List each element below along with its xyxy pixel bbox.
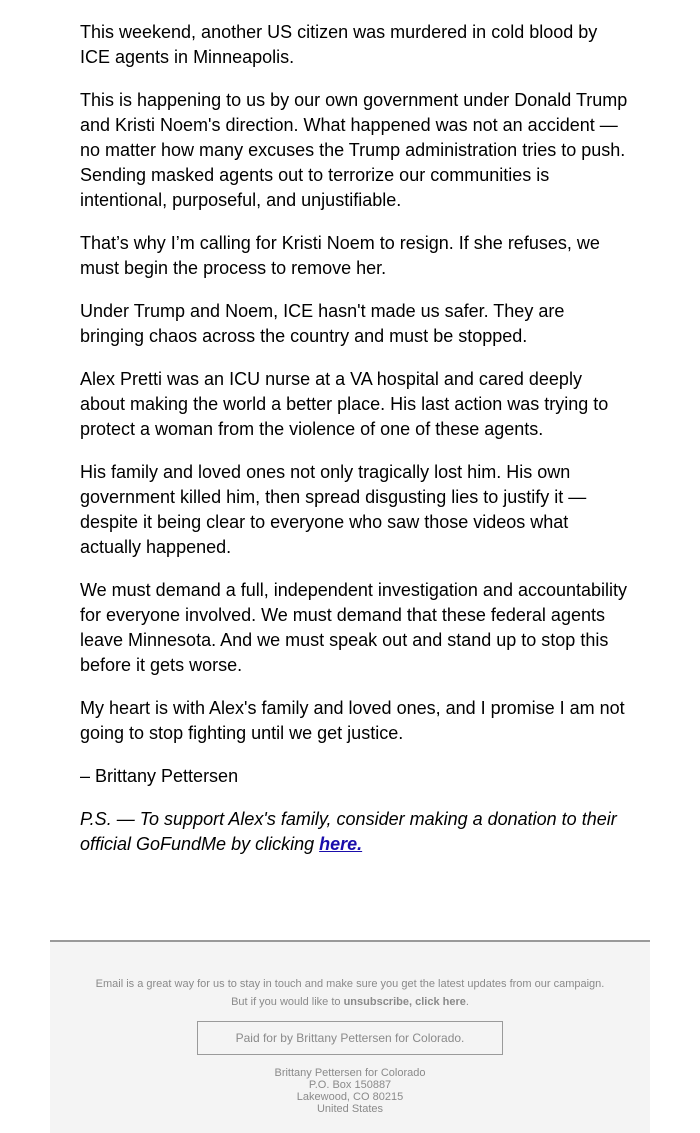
unsubscribe-suffix: . <box>465 996 469 1008</box>
paragraph: This is happening to us by our own government under Donald Trump and Kristi Noem's direction. What happened was not an accident — no matter how many excuses the Trump administration tries to push. Sending masked agents out to terrorize our communities is intentional, purposeful, and unjustifiable. <box>80 90 628 210</box>
paragraph: My heart is with Alex's family and loved ones, and I promise I am not going to stop fighting until we get justice. <box>80 698 625 743</box>
unsubscribe-link[interactable]: unsubscribe, click here <box>343 996 466 1008</box>
footer-note-line <box>50 993 650 1011</box>
address-line: Brittany Pettersen for Colorado <box>274 1067 426 1079</box>
email-footer <box>50 940 650 1133</box>
paragraph: His family and loved ones not only tragically lost him. His own government killed him, then spread disgusting lies to justify it — despite it being clear to everyone who saw those videos what actually happened. <box>80 462 587 557</box>
paragraph: This weekend, another US citizen was murdered in cold blood by ICE agents in Minneapolis. <box>80 22 598 67</box>
paragraph: Under Trump and Noem, ICE hasn't made us safer. They are bringing chaos across the country and must be stopped. <box>80 301 565 346</box>
footer-note <box>50 975 650 1011</box>
mailing-address <box>50 1067 650 1115</box>
paragraph: That’s why I’m calling for Kristi Noem to resign. If she refuses, we must begin the process to remove her. <box>80 233 600 278</box>
address-line: United States <box>316 1103 384 1115</box>
unsubscribe-prefix: But if you would like to <box>231 996 344 1008</box>
gofundme-link[interactable]: here. <box>319 834 363 854</box>
postscript <box>80 807 630 857</box>
paragraph: Alex Pretti was an ICU nurse at a VA hospital and cared deeply about making the world a better place. His last action was trying to protect a woman from the violence of one of these agents. <box>80 369 609 439</box>
signature: – Brittany Pettersen <box>80 766 239 786</box>
postscript-text: P.S. — To support Alex's family, consider making a donation to their official GoFundMe by clicking <box>80 809 617 854</box>
footer-note-line: Email is a great way for us to stay in touch and make sure you get the latest updates from our campaign. <box>95 978 605 990</box>
address-line: Lakewood, CO 80215 <box>296 1091 404 1103</box>
paid-for-disclaimer: Paid for by Brittany Pettersen for Colorado. <box>197 1021 503 1055</box>
email-body <box>80 20 630 875</box>
address-line: P.O. Box 150887 <box>308 1079 392 1091</box>
paragraph: We must demand a full, independent investigation and accountability for everyone involved. We must demand that these federal agents leave Minnesota. And we must speak out and stand up to stop this before it gets worse. <box>80 580 628 675</box>
